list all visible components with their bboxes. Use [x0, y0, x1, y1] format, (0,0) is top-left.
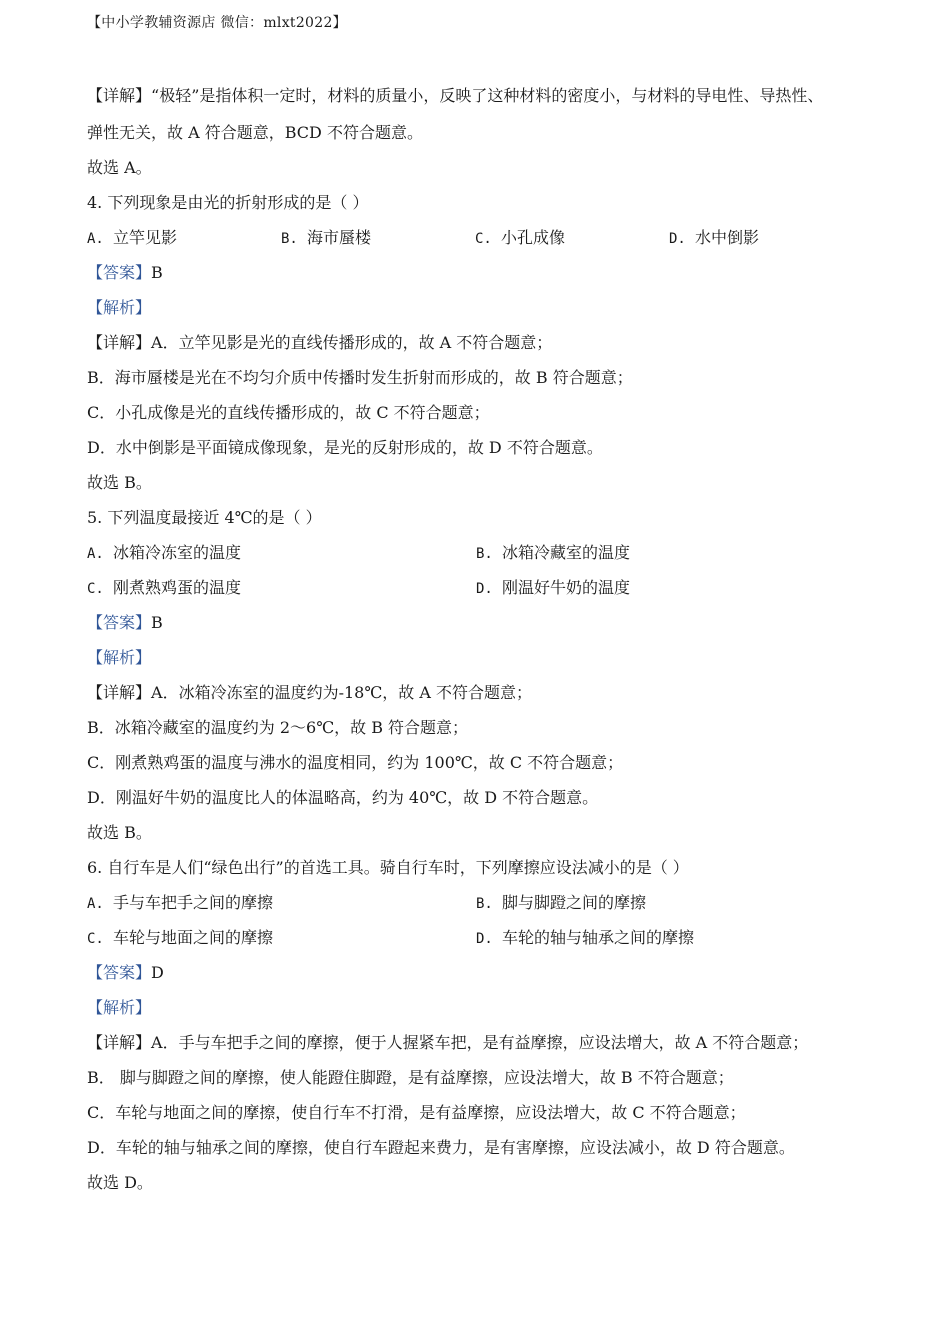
- detail-tag: 【详解】: [87, 86, 152, 105]
- q4-option-d: D. 水中倒影: [669, 228, 760, 247]
- q4-options: [87, 220, 877, 255]
- answer-tag: 【答案】: [87, 963, 152, 982]
- q5-options-row-1: [87, 535, 877, 570]
- q6-detail-b: B． 脚与脚蹬之间的摩擦，使人能蹬住脚蹬，是有益摩擦，应设法增大，故 B 不符合题意；: [87, 1068, 734, 1087]
- q6-analysis: [87, 990, 877, 1025]
- q6-option-b: B. 脚与脚蹬之间的摩擦: [476, 893, 647, 912]
- document-body: [87, 78, 877, 1200]
- q6-detail-a: 【详解】A．手与车把手之间的摩擦，便于人握紧车把，是有益摩擦，应设法增大，故 A 不符合题意；: [87, 1033, 809, 1052]
- detail-tag: 【详解】: [87, 683, 152, 702]
- q4-detail-d: D．水中倒影是平面镜成像现象，是光的反射形成的，故 D 不符合题意。: [87, 438, 603, 457]
- q6-detail-c: C．车轮与地面之间的摩擦，使自行车不打滑，是有益摩擦，应设法增大，故 C 不符合题意；: [87, 1103, 746, 1122]
- q6-option-a: A. 手与车把手之间的摩擦: [87, 893, 274, 912]
- q4-option-a: A. 立竿见影: [87, 228, 178, 247]
- q4-detail-c: C．小孔成像是光的直线传播形成的，故 C 不符合题意；: [87, 403, 490, 422]
- q5-option-c: C. 刚煮熟鸡蛋的温度: [87, 578, 242, 597]
- detail-tag: 【详解】: [87, 1033, 152, 1052]
- q6-option-d: D. 车轮的轴与轴承之间的摩擦: [476, 928, 695, 947]
- answer-tag: 【答案】: [87, 263, 152, 282]
- q3-detail-line-2: 弹性无关，故 A 符合题意，BCD 不符合题意。: [87, 123, 423, 142]
- q5-detail-c: C．刚煮熟鸡蛋的温度与沸水的温度相同，约为 100℃，故 C 不符合题意；: [87, 753, 624, 772]
- q5-conclusion: 故选 B。: [87, 823, 152, 842]
- q4-answer: 【答案】B: [87, 263, 163, 282]
- q3-conclusion: 故选 A。: [87, 158, 152, 177]
- analysis-tag: 【解析】: [87, 998, 152, 1017]
- q4-detail-b: B．海市蜃楼是光在不均匀介质中传播时发生折射而形成的，故 B 符合题意；: [87, 368, 633, 387]
- q5-detail-b: B．冰箱冷藏室的温度约为 2～6℃，故 B 符合题意；: [87, 718, 469, 737]
- q5-stem: 5. 下列温度最接近 4℃的是（ ）: [87, 508, 322, 527]
- detail-tag: 【详解】: [87, 333, 152, 352]
- q6-stem: 6. 自行车是人们“绿色出行”的首选工具。骑自行车时，下列摩擦应设法减小的是（ ）: [87, 858, 689, 877]
- q4-detail-a: 【详解】A．立竿见影是光的直线传播形成的，故 A 不符合题意；: [87, 333, 553, 352]
- page-header: 【中小学教辅资源店 微信：mlxt2022】: [87, 15, 347, 31]
- q6-options-row-1: [87, 885, 877, 920]
- q6-conclusion: 故选 D。: [87, 1173, 153, 1192]
- q4-stem: 4. 下列现象是由光的折射形成的是（ ）: [87, 193, 369, 212]
- q4-analysis: [87, 290, 877, 325]
- q5-answer: 【答案】B: [87, 613, 163, 632]
- analysis-tag: 【解析】: [87, 298, 152, 317]
- q6-answer: 【答案】D: [87, 963, 164, 982]
- q5-detail-d: D．刚温好牛奶的温度比人的体温略高，约为 40℃，故 D 不符合题意。: [87, 788, 599, 807]
- q4-option-c: C. 小孔成像: [475, 228, 566, 247]
- q6-option-c: C. 车轮与地面之间的摩擦: [87, 928, 274, 947]
- q5-analysis: [87, 640, 877, 675]
- q5-option-d: D. 刚温好牛奶的温度: [476, 578, 631, 597]
- q6-options-row-2: [87, 920, 877, 955]
- answer-tag: 【答案】: [87, 613, 152, 632]
- q5-option-a: A. 冰箱冷冻室的温度: [87, 543, 242, 562]
- q5-option-b: B. 冰箱冷藏室的温度: [476, 543, 631, 562]
- q4-conclusion: 故选 B。: [87, 473, 152, 492]
- analysis-tag: 【解析】: [87, 648, 152, 667]
- q5-detail-a: 【详解】A．冰箱冷冻室的温度约为-18℃，故 A 不符合题意；: [87, 683, 532, 702]
- q6-detail-d: D．车轮的轴与轴承之间的摩擦，使自行车蹬起来费力，是有害摩擦，应设法减小，故 D 符合题意。: [87, 1138, 795, 1157]
- q4-option-b: B. 海市蜃楼: [281, 228, 372, 247]
- q3-detail-line-1: 【详解】“极轻”是指体积一定时，材料的质量小，反映了这种材料的密度小，与材料的导电性、导热性、: [87, 86, 824, 105]
- q5-options-row-2: [87, 570, 877, 605]
